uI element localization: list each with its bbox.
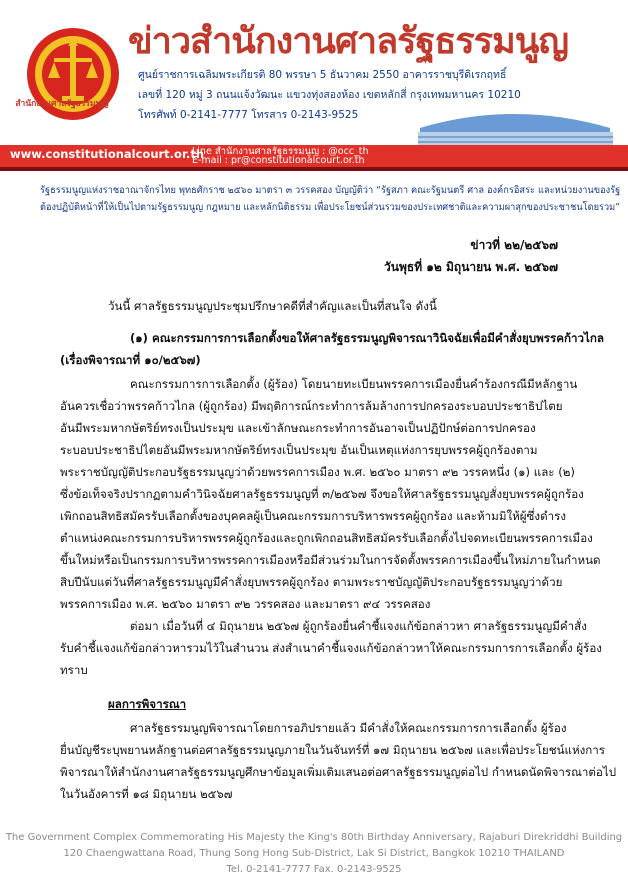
para1-line: ขึ้นใหม่หรือเป็นกรรมการบริหารพรรคการเมืองหรือมีส่วนร่วมในการจัดตั้งพรรคการเมืองขึ้นใหม่ภายในกำหนด [60,553,601,567]
news-number: ข่าวที่ ๒๒/๒๕๖๗ [470,238,558,252]
footer-line-2: 120 Chaengwattana Road, Thung Song Hong Sub-District, Lak Si District, Bangkok 10210 THAILAND [63,848,565,859]
court-emblem [24,24,122,144]
emblem-caption: สำนักงานศาลรัฐธรรมนูญ [15,99,109,109]
para1-line: พรรคการเมือง พ.ศ. ๒๕๖๐ มาตรา ๙๒ วรรคสอง และมาตรา ๙๔ วรรคสอง [60,597,431,611]
para3-line: ในวันอังคารที่ ๑๘ มิถุนายน ๒๕๖๗ [60,787,233,801]
news-date: วันพุธที่ ๑๒ มิถุนายน พ.ศ. ๒๕๖๗ [384,260,558,274]
para3-line: ยื่นบัญชีระบุพยานหลักฐานต่อศาลรัฐธรรมนูญภายในวันจันทร์ที่ ๑๗ มิถุนายน ๒๕๖๗ และเพื่อประโยชน์แห่งการ [60,743,606,757]
divider [0,167,628,171]
para1-line: ระบอบประชาธิปไตยอันมีพระมหากษัตริย์ทรงเป็นประมุข อันเป็นเหตุแห่งการยุบพรรคผู้ถูกร้องตาม [60,443,538,457]
para1-line: ซึ่งข้อเท็จจริงปรากฏตามคำวินิจฉัยศาลรัฐธรรมนูญที่ ๓/๒๕๖๗ จึงขอให้ศาลรัฐธรรมนูญสั่งยุบพรรคผู้ถูกร้อง [60,487,584,501]
page-title: ข่าวสำนักงานศาลรัฐธรรมนูญ [128,21,569,62]
para1-line: คณะกรรมการการเลือกตั้ง (ผู้ร้อง) โดยนายทะเบียนพรรคการเมืองยื่นคำร้องกรณีมีหลักฐาน [130,377,578,391]
para3-line: พิจารณาให้สำนักงานศาลรัฐธรรมนูญศึกษาข้อมูลเพิ่มเติมเสนอต่อศาลรัฐธรรมนูญต่อไป กำหนดนัดพิจารณาต่อไป [60,765,617,779]
para3-line: ศาลรัฐธรรมนูญพิจารณาโดยการอภิปรายแล้ว มีคำสั่งให้คณะกรรมการการเลือกตั้ง ผู้ร้อง [130,721,567,735]
email-contact[interactable]: E-mail : pr@constitutionalcourt.or.th [192,155,365,166]
footer-line-1: The Government Complex Commemorating His Majesty the King's 80th Birthday Anniversary, Rajaburi Direkriddhi Building [5,832,623,843]
result-heading: ผลการพิจารณา [108,697,187,711]
case-number: (เรื่องพิจารณาที่ ๑๐/๒๕๖๗) [60,353,201,367]
case-heading: (๑) คณะกรรมการการเลือกตั้งขอให้ศาลรัฐธรรมนูญพิจารณาวินิจฉัยเพื่อมีคำสั่งยุบพรรคก้าวไกล [130,331,604,345]
para2-line: ทราบ [60,663,88,677]
para2-line: ต่อมา เมื่อวันที่ ๔ มิถุนายน ๒๕๖๗ ผู้ถูกร้องยื่นคำชี้แจงแก้ข้อกล่าวหา ศาลรัฐธรรมนูญมีคำสั่ง [130,619,587,633]
footer-line-3: Tel. 0-2141-7777 Fax. 0-2143-9525 [226,864,402,875]
para1-line: ตำแหน่งคณะกรรมการบริหารพรรคผู้ถูกร้องและถูกเพิกถอนสิทธิสมัครรับเลือกตั้งไปจดทะเบียนพรรคการเมือง [60,531,593,545]
para1-line: สิบปีนับแต่วันที่ศาลรัฐธรรมนูญมีคำสั่งยุบพรรคผู้ถูกร้อง ตามพระราชบัญญัติประกอบรัฐธรรมนูญว่าด้วย [60,575,563,589]
constitution-quote-line-1: รัฐธรรมนูญแห่งราชอาณาจักรไทย พุทธศักราช ๒๕๖๐ มาตรา ๓ วรรคสอง บัญญัติว่า “รัฐสภา คณะรัฐมนตรี ศาล องค์กรอิสระ และหน่วยงานของรัฐ [40,185,621,196]
intro-text: วันนี้ ศาลรัฐธรรมนูญประชุมปรึกษาคดีที่สำคัญและเป็นที่สนใจ ดังนี้ [108,299,437,313]
line-contact: Line สำนักงานศาลรัฐธรรมนูญ : @occ_th [192,146,369,157]
para2-line: รับคำชี้แจงแก้ข้อกล่าวหารวมไว้ในสำนวน ส่งสำเนาคำชี้แจงแก้ข้อกล่าวหาให้คณะกรรมการการเลือกตั้ง ผู้ร้อง [60,641,602,655]
address-line-1: ศูนย์ราชการเฉลิมพระเกียรติ 80 พรรษา 5 ธันวาคม 2550 อาคารราชบุรีดิเรกฤทธิ์ [138,69,507,81]
address-line-3: โทรศัพท์ 0-2141-7777 โทรสาร 0-2143-9525 [138,109,359,121]
para1-line: อันควรเชื่อว่าพรรคก้าวไกล (ผู้ถูกร้อง) มีพฤติการณ์กระทำการล้มล้างการปกครองระบอบประชาธิปไตย [60,399,563,413]
para1-line: อันมีพระมหากษัตริย์ทรงเป็นประมุข และเข้าลักษณะกระทำการอันอาจเป็นปฏิปักษ์ต่อการปกครอง [60,421,536,435]
para1-line: เพิกถอนสิทธิสมัครรับเลือกตั้งของบุคคลผู้เป็นคณะกรรมการบริหารพรรคผู้ถูกร้อง และห้ามมิให้ผู้ซึ่งดำรง [60,509,567,523]
website-link[interactable]: www.constitutionalcourt.or.th [10,147,205,161]
address-line-2: เลขที่ 120 หมู่ 3 ถนนแจ้งวัฒนะ แขวงทุ่งสองห้อง เขตหลักสี่ กรุงเทพมหานคร 10210 [138,89,521,101]
constitution-quote-line-2: ต้องปฏิบัติหน้าที่ให้เป็นไปตามรัฐธรรมนูญ กฎหมาย และหลักนิติธรรม เพื่อประโยชน์ส่วนรวมของประเทศชาติและความผาสุกของประชาชนโดยรวม” [40,202,621,213]
para1-line: พระราชบัญญัติประกอบรัฐธรรมนูญว่าด้วยพรรคการเมือง พ.ศ. ๒๕๖๐ มาตรา ๙๒ วรรคหนึ่ง (๑) และ (๒) [60,465,575,479]
